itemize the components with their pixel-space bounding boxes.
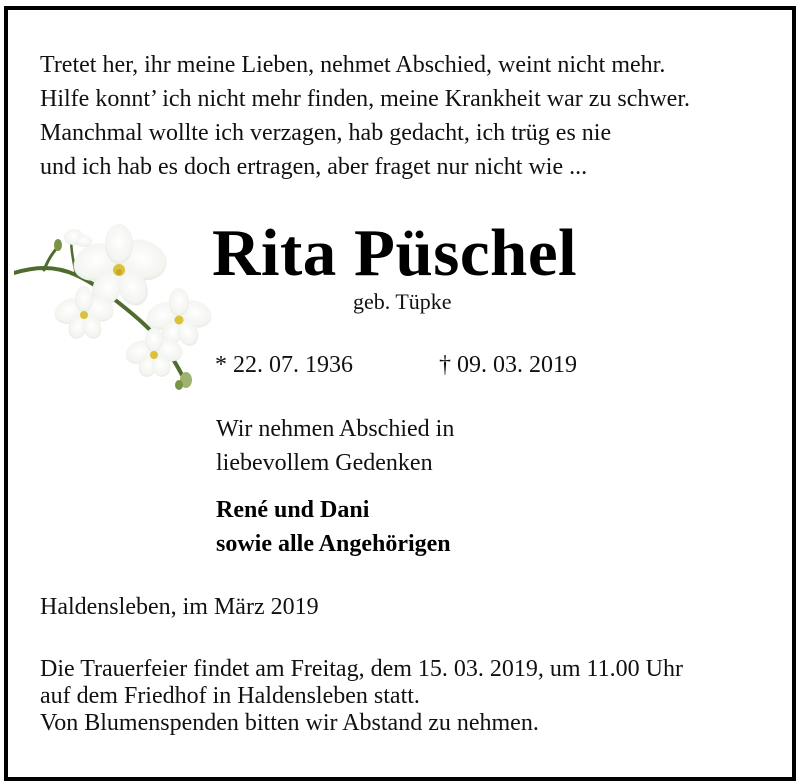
birth-date: * 22. 07. 1936 [215,352,353,378]
funeral-info-line: auf dem Friedhof in Haldensleben statt. [40,683,420,709]
death-date: † 09. 03. 2019 [439,352,577,378]
obituary-frame [4,6,796,781]
funeral-info-line: Die Trauerfeier findet am Freitag, dem 15. 03. 2019, um 11.00 Uhr [40,656,683,682]
poem-line: Hilfe konnt’ ich nicht mehr finden, meine Krankheit war zu schwer. [40,86,691,112]
funeral-info [40,656,683,737]
farewell-line: Wir nehmen Abschied in [216,416,455,442]
poem-line: Tretet her, ihr meine Lieben, nehmet Abschied, weint nicht mehr. [40,52,666,78]
mourner-line: René und Dani [216,497,370,523]
farewell-line: liebevollem Gedenken [216,450,433,476]
funeral-info-line: Von Blumenspenden bitten wir Abstand zu nehmen. [40,710,539,736]
mourner-line: sowie alle Angehörigen [216,531,451,557]
deceased-name: Rita Püschel [212,216,578,290]
place-date: Haldensleben, im März 2019 [40,594,319,620]
mourners [216,493,451,561]
poem-line: Manchmal wollte ich verzagen, hab gedacht, ich trüg es nie [40,120,612,146]
poem [40,48,690,184]
poem-line: und ich hab es doch ertragen, aber fraget nur nicht wie ... [40,154,588,180]
farewell-text [216,412,454,480]
orchid-icon [14,215,214,395]
birth-name: geb. Tüpke [353,289,452,314]
